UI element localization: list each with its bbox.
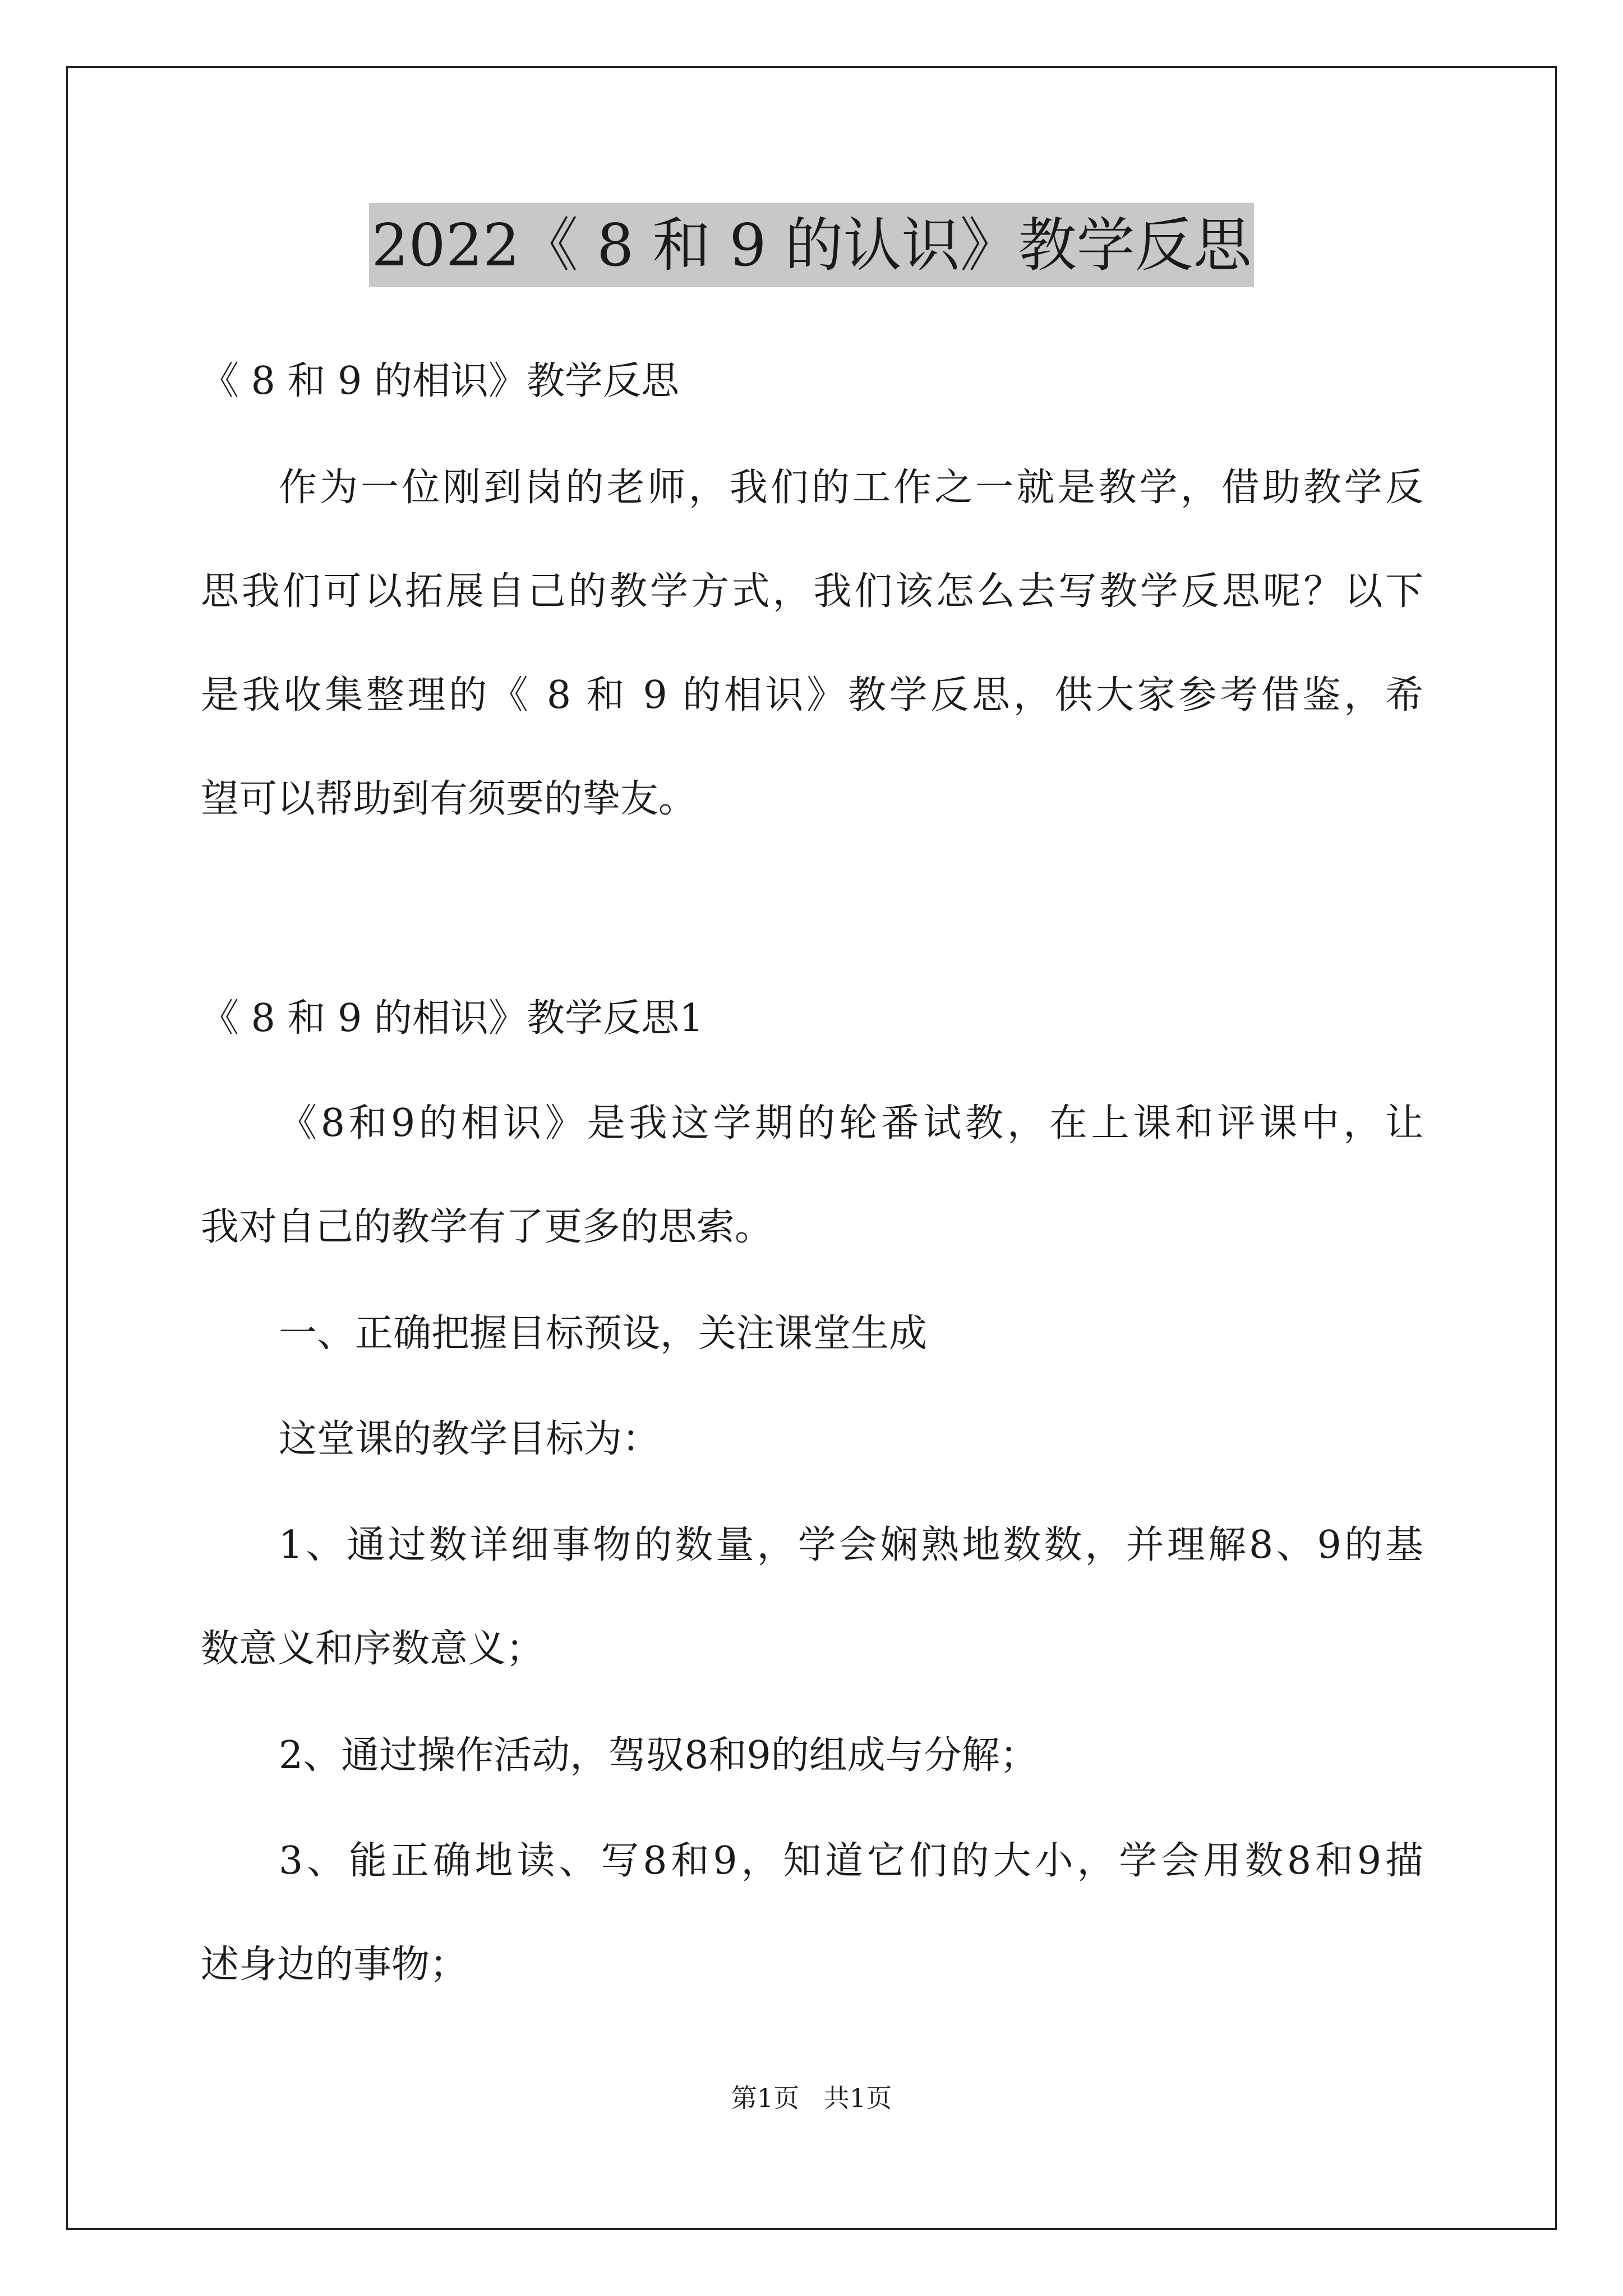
list-item-line: 3、能正确地读、写8和9，知道它们的大小，学会用数8和9描 [279, 1839, 1423, 1883]
document-title: 2022《 8 和 9 的认识》教学反思 [369, 203, 1253, 287]
paragraph-line: 思我们可以拓展自己的教学方式，我们该怎么去写教学反思呢？以下 [201, 569, 1423, 614]
list-item-line: 数意义和序数意义； [201, 1627, 545, 1671]
paragraph-line: 作为一位刚到岗的老师，我们的工作之一就是教学，借助教学反 [279, 466, 1423, 510]
paragraph-line: 《8和9的相识》是我这学期的轮番试教，在上课和评课中，让 [279, 1101, 1423, 1145]
title-container [0, 203, 1623, 287]
list-item-line: 1、通过数详细事物的数量，学会娴熟地数数，并理解8、9的基 [279, 1523, 1423, 1567]
section-heading: 《 8 和 9 的相识》教学反思1 [201, 996, 704, 1041]
paragraph-line: 我对自己的教学有了更多的思索。 [201, 1205, 773, 1249]
subheading: 一、正确把握目标预设，关注课堂生成 [279, 1312, 928, 1356]
paragraph-line: 望可以帮助到有须要的挚友。 [201, 777, 697, 821]
section-heading: 《 8 和 9 的相识》教学反思 [201, 359, 679, 403]
paragraph-line: 这堂课的教学目标为： [279, 1417, 661, 1461]
list-item-line: 述身边的事物； [201, 1943, 468, 1987]
list-item-line: 2、通过操作活动，驾驭8和9的组成与分解； [279, 1733, 1038, 1778]
paragraph-line: 是我收集整理的《 8 和 9 的相识》教学反思，供大家参考借鉴，希 [201, 673, 1423, 717]
page-footer: 第1页 共1页 [731, 2083, 892, 2113]
